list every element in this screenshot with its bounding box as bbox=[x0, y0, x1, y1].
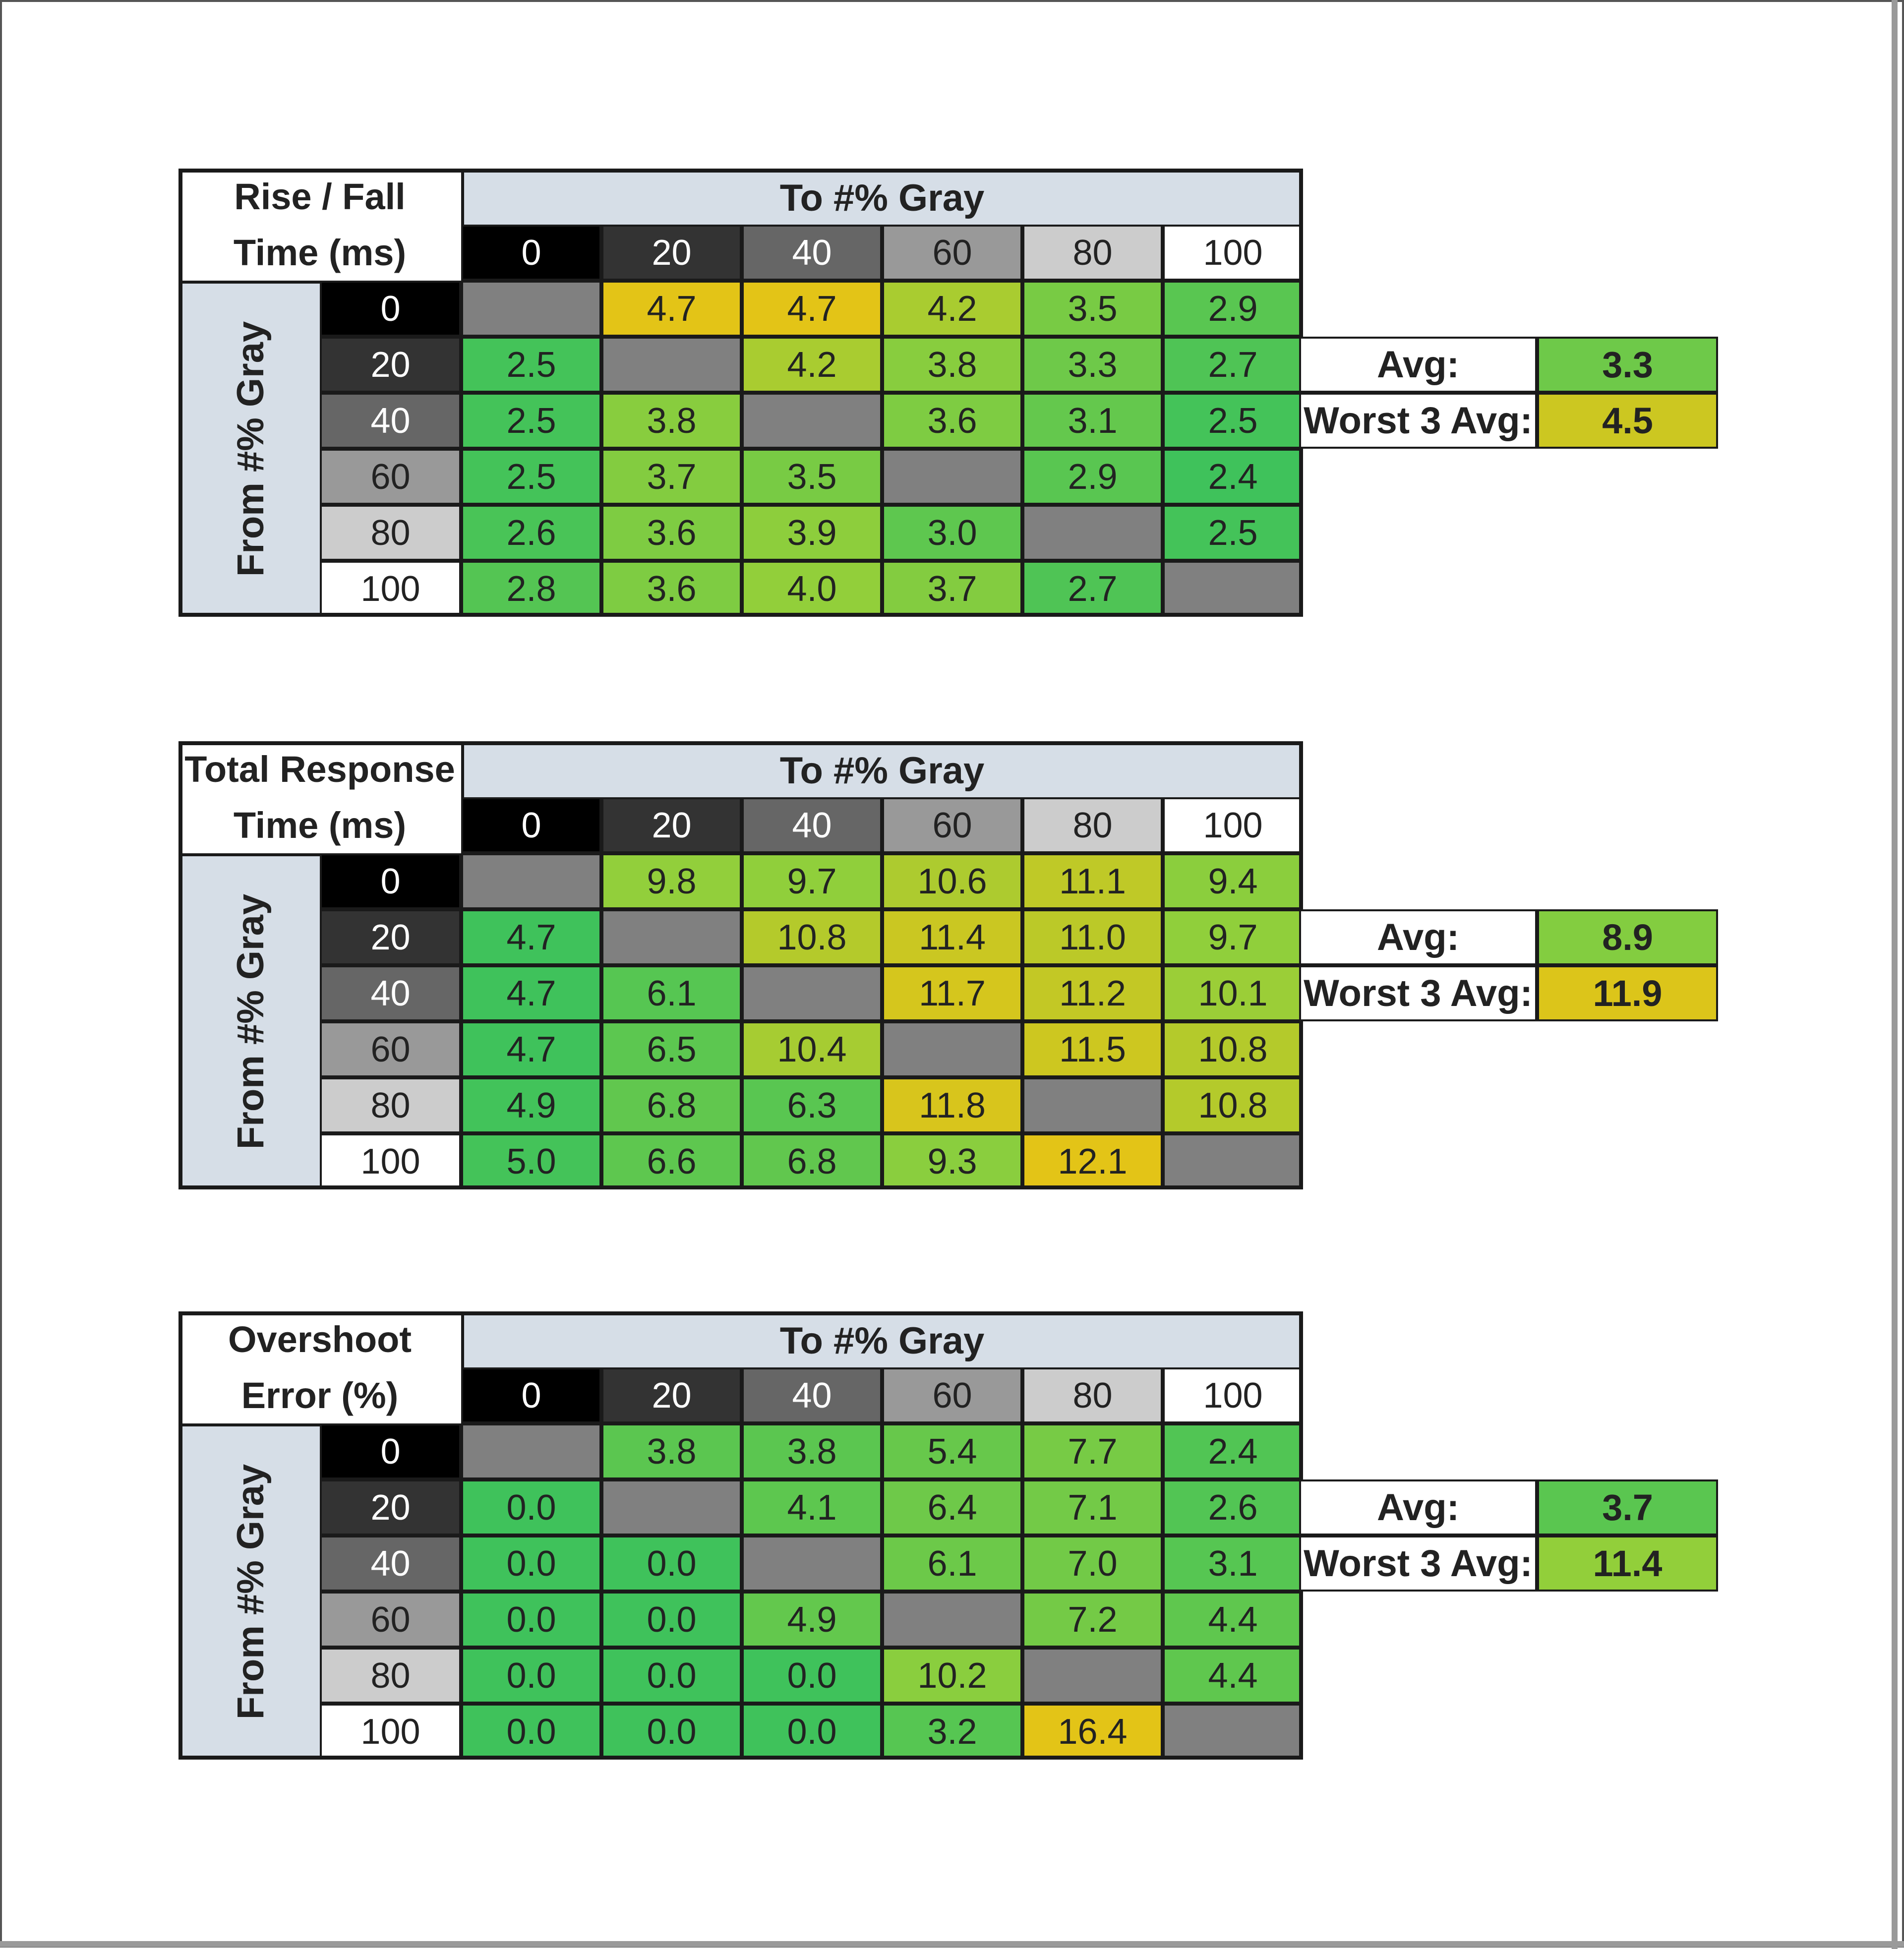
diagonal-cell bbox=[461, 1423, 601, 1479]
heatmap-cell: 0.0 bbox=[461, 1536, 601, 1592]
corner-title-line: Time (ms) bbox=[233, 805, 407, 846]
heatmap-cell: 4.7 bbox=[461, 965, 601, 1021]
heatmap-cell: 4.2 bbox=[882, 281, 1022, 337]
heatmap-cell: 0.0 bbox=[461, 1592, 601, 1648]
heatmap-cell: 2.5 bbox=[1163, 393, 1303, 449]
stat-value: 3.7 bbox=[1537, 1479, 1718, 1536]
column-label: 20 bbox=[601, 797, 742, 853]
diagonal-cell bbox=[461, 281, 601, 337]
diagonal-cell bbox=[1022, 1077, 1163, 1133]
heatmap-cell: 5.0 bbox=[461, 1133, 601, 1189]
row-header bbox=[178, 281, 320, 617]
heatmap-cell: 6.5 bbox=[601, 1021, 742, 1077]
row-label: 40 bbox=[320, 393, 461, 449]
row-header-text: From #% Gray bbox=[230, 1464, 272, 1719]
heatmap-cell: 9.8 bbox=[601, 853, 742, 909]
heatmap-cell: 10.1 bbox=[1163, 965, 1303, 1021]
row-label: 20 bbox=[320, 909, 461, 965]
heatmap-cell: 0.0 bbox=[601, 1648, 742, 1704]
heatmap-cell: 3.6 bbox=[882, 393, 1022, 449]
stat-label: Worst 3 Avg: bbox=[1299, 393, 1537, 449]
heatmap-cell: 0.0 bbox=[601, 1536, 742, 1592]
stat-value: 4.5 bbox=[1537, 393, 1718, 449]
column-label: 40 bbox=[742, 1367, 882, 1423]
diagonal-cell bbox=[1163, 1704, 1303, 1760]
row-label: 60 bbox=[320, 1021, 461, 1077]
diagonal-cell bbox=[601, 337, 742, 393]
row-label: 100 bbox=[320, 561, 461, 617]
heatmap-cell: 0.0 bbox=[742, 1648, 882, 1704]
heatmap-cell: 3.8 bbox=[601, 1423, 742, 1479]
heatmap-cell: 2.7 bbox=[1022, 561, 1163, 617]
row-label: 0 bbox=[320, 1423, 461, 1479]
row-label: 0 bbox=[320, 853, 461, 909]
corner-title-line: Overshoot bbox=[228, 1319, 412, 1360]
column-label: 60 bbox=[882, 1367, 1022, 1423]
heatmap-cell: 3.8 bbox=[742, 1423, 882, 1479]
column-label: 100 bbox=[1163, 225, 1303, 281]
heatmap-cell: 4.7 bbox=[601, 281, 742, 337]
heatmap-cell: 3.7 bbox=[882, 561, 1022, 617]
column-label: 0 bbox=[461, 225, 601, 281]
heatmap-cell: 3.8 bbox=[882, 337, 1022, 393]
heatmap-cell: 2.5 bbox=[1163, 505, 1303, 561]
heatmap-cell: 0.0 bbox=[461, 1704, 601, 1760]
row-label: 100 bbox=[320, 1133, 461, 1189]
diagonal-cell bbox=[601, 909, 742, 965]
heatmap-cell: 9.4 bbox=[1163, 853, 1303, 909]
row-header bbox=[178, 1423, 320, 1760]
heatmap-cell: 3.1 bbox=[1163, 1536, 1303, 1592]
stat-value: 11.9 bbox=[1537, 965, 1718, 1021]
column-label: 100 bbox=[1163, 797, 1303, 853]
heatmap-cell: 3.6 bbox=[601, 561, 742, 617]
corner-title-line: Error (%) bbox=[241, 1375, 399, 1416]
heatmap-cell: 2.8 bbox=[461, 561, 601, 617]
stat-value: 11.4 bbox=[1537, 1536, 1718, 1592]
heatmap-cell: 4.0 bbox=[742, 561, 882, 617]
row-header-text: From #% Gray bbox=[230, 321, 272, 577]
stat-label: Worst 3 Avg: bbox=[1299, 1536, 1537, 1592]
heatmap-cell: 11.0 bbox=[1022, 909, 1163, 965]
heatmap-cell: 7.1 bbox=[1022, 1479, 1163, 1536]
heatmap-cell: 6.8 bbox=[601, 1077, 742, 1133]
heatmap-cell: 11.4 bbox=[882, 909, 1022, 965]
heatmap-cell: 6.1 bbox=[601, 965, 742, 1021]
stat-value: 8.9 bbox=[1537, 909, 1718, 965]
heatmap-cell: 2.6 bbox=[461, 505, 601, 561]
row-label: 40 bbox=[320, 965, 461, 1021]
heatmap-cell: 4.2 bbox=[742, 337, 882, 393]
heatmap-cell: 10.8 bbox=[1163, 1021, 1303, 1077]
heatmap-cell: 3.7 bbox=[601, 449, 742, 505]
heatmap-cell: 4.7 bbox=[461, 909, 601, 965]
heatmap-cell: 4.4 bbox=[1163, 1592, 1303, 1648]
heatmap-cell: 0.0 bbox=[601, 1592, 742, 1648]
heatmap-cell: 11.7 bbox=[882, 965, 1022, 1021]
heatmap-cell: 2.9 bbox=[1022, 449, 1163, 505]
diagonal-cell bbox=[1022, 1648, 1163, 1704]
column-label: 0 bbox=[461, 797, 601, 853]
heatmap-cell: 5.4 bbox=[882, 1423, 1022, 1479]
heatmap-cell: 0.0 bbox=[461, 1648, 601, 1704]
heatmap-cell: 4.9 bbox=[742, 1592, 882, 1648]
heatmap-cell: 2.7 bbox=[1163, 337, 1303, 393]
heatmap-cell: 16.4 bbox=[1022, 1704, 1163, 1760]
heatmap-cell: 10.6 bbox=[882, 853, 1022, 909]
heatmap-cell: 2.6 bbox=[1163, 1479, 1303, 1536]
diagonal-cell bbox=[882, 1592, 1022, 1648]
diagonal-cell bbox=[1163, 1133, 1303, 1189]
column-label: 80 bbox=[1022, 797, 1163, 853]
heatmap-cell: 4.7 bbox=[742, 281, 882, 337]
heatmap-cell: 3.0 bbox=[882, 505, 1022, 561]
heatmap-cell: 3.1 bbox=[1022, 393, 1163, 449]
row-label: 40 bbox=[320, 1536, 461, 1592]
heatmap-cell: 9.3 bbox=[882, 1133, 1022, 1189]
row-label: 80 bbox=[320, 1648, 461, 1704]
heatmap-cell: 6.3 bbox=[742, 1077, 882, 1133]
heatmap-cell: 11.2 bbox=[1022, 965, 1163, 1021]
diagonal-cell bbox=[742, 1536, 882, 1592]
row-label: 80 bbox=[320, 1077, 461, 1133]
column-label: 60 bbox=[882, 225, 1022, 281]
heatmap-cell: 0.0 bbox=[601, 1704, 742, 1760]
heatmap-cell: 2.5 bbox=[461, 449, 601, 505]
diagonal-cell bbox=[1163, 561, 1303, 617]
heatmap-cell: 9.7 bbox=[742, 853, 882, 909]
corner-title-line: Total Response bbox=[184, 749, 455, 790]
heatmap-cell: 9.7 bbox=[1163, 909, 1303, 965]
heatmap-cell: 0.0 bbox=[742, 1704, 882, 1760]
row-label: 60 bbox=[320, 449, 461, 505]
heatmap-cell: 6.6 bbox=[601, 1133, 742, 1189]
column-label: 100 bbox=[1163, 1367, 1303, 1423]
heatmap-cell: 11.5 bbox=[1022, 1021, 1163, 1077]
stat-label: Avg: bbox=[1299, 1479, 1537, 1536]
heatmap-cell: 2.5 bbox=[461, 337, 601, 393]
stat-value: 3.3 bbox=[1537, 337, 1718, 393]
column-label: 60 bbox=[882, 797, 1022, 853]
row-label: 100 bbox=[320, 1704, 461, 1760]
heatmap-cell: 2.9 bbox=[1163, 281, 1303, 337]
heatmap-cell: 7.2 bbox=[1022, 1592, 1163, 1648]
heatmap-cell: 4.9 bbox=[461, 1077, 601, 1133]
heatmap-cell: 10.2 bbox=[882, 1648, 1022, 1704]
heatmap-cell: 7.0 bbox=[1022, 1536, 1163, 1592]
heatmap-cell: 3.8 bbox=[601, 393, 742, 449]
heatmap-cell: 10.8 bbox=[1163, 1077, 1303, 1133]
diagonal-cell bbox=[882, 1021, 1022, 1077]
heatmap-cell: 3.6 bbox=[601, 505, 742, 561]
heatmap-cell: 7.7 bbox=[1022, 1423, 1163, 1479]
heatmap-cell: 4.1 bbox=[742, 1479, 882, 1536]
row-header bbox=[178, 853, 320, 1189]
heatmap-cell: 3.5 bbox=[742, 449, 882, 505]
column-label: 0 bbox=[461, 1367, 601, 1423]
heatmap-cell: 6.4 bbox=[882, 1479, 1022, 1536]
column-label: 40 bbox=[742, 225, 882, 281]
corner-title-line: Time (ms) bbox=[233, 232, 407, 273]
stat-label: Avg: bbox=[1299, 337, 1537, 393]
heatmap-cell: 4.4 bbox=[1163, 1648, 1303, 1704]
column-header: To #% Gray bbox=[461, 741, 1303, 797]
heatmap-cell: 2.4 bbox=[1163, 1423, 1303, 1479]
heatmap-cell: 4.7 bbox=[461, 1021, 601, 1077]
diagonal-cell bbox=[882, 449, 1022, 505]
row-header-text: From #% Gray bbox=[230, 893, 272, 1149]
window-shadow-bottom bbox=[0, 1941, 1904, 1947]
diagonal-cell bbox=[461, 853, 601, 909]
heatmap-cell: 2.4 bbox=[1163, 449, 1303, 505]
heatmap-cell: 3.5 bbox=[1022, 281, 1163, 337]
heatmap-cell: 0.0 bbox=[461, 1479, 601, 1536]
heatmap-cell: 3.3 bbox=[1022, 337, 1163, 393]
row-label: 80 bbox=[320, 505, 461, 561]
column-header: To #% Gray bbox=[461, 1311, 1303, 1367]
diagonal-cell bbox=[1022, 505, 1163, 561]
row-label: 20 bbox=[320, 1479, 461, 1536]
row-label: 60 bbox=[320, 1592, 461, 1648]
heatmap-cell: 12.1 bbox=[1022, 1133, 1163, 1189]
heatmap-cell: 3.9 bbox=[742, 505, 882, 561]
column-header: To #% Gray bbox=[461, 169, 1303, 225]
column-label: 80 bbox=[1022, 1367, 1163, 1423]
row-label: 20 bbox=[320, 337, 461, 393]
diagonal-cell bbox=[742, 393, 882, 449]
heatmap-cell: 2.5 bbox=[461, 393, 601, 449]
heatmap-cell: 11.1 bbox=[1022, 853, 1163, 909]
column-label: 80 bbox=[1022, 225, 1163, 281]
heatmap-cell: 6.1 bbox=[882, 1536, 1022, 1592]
heatmap-cell: 11.8 bbox=[882, 1077, 1022, 1133]
stat-label: Avg: bbox=[1299, 909, 1537, 965]
corner-title-line: Rise / Fall bbox=[234, 176, 406, 217]
heatmap-cell: 3.2 bbox=[882, 1704, 1022, 1760]
column-label: 40 bbox=[742, 797, 882, 853]
diagonal-cell bbox=[601, 1479, 742, 1536]
heatmap-cell: 10.4 bbox=[742, 1021, 882, 1077]
window-shadow-right bbox=[1892, 0, 1898, 1949]
diagonal-cell bbox=[742, 965, 882, 1021]
column-label: 20 bbox=[601, 1367, 742, 1423]
heatmap-cell: 10.8 bbox=[742, 909, 882, 965]
column-label: 20 bbox=[601, 225, 742, 281]
stat-label: Worst 3 Avg: bbox=[1299, 965, 1537, 1021]
heatmap-cell: 6.8 bbox=[742, 1133, 882, 1189]
row-label: 0 bbox=[320, 281, 461, 337]
